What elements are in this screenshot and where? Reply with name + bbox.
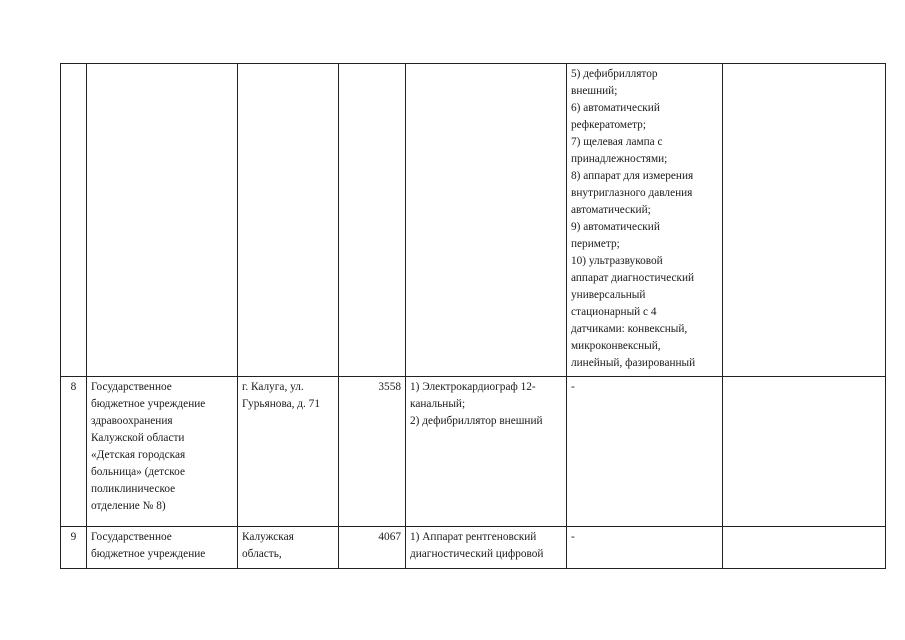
- text-line: канальный;: [410, 398, 466, 410]
- table-row-9: [61, 527, 886, 569]
- text-line: универсальный: [571, 289, 646, 301]
- text-line: принадлежностями;: [571, 153, 668, 165]
- text-line: 9) автоматический: [571, 221, 660, 233]
- row-number: 9: [70, 531, 77, 543]
- text-line: 6) автоматический: [571, 102, 660, 114]
- text-line: рефкератометр;: [571, 119, 646, 131]
- cell-additional-equipment: [567, 377, 723, 527]
- cell-equipment: [406, 377, 567, 527]
- text-line: периметр;: [571, 238, 620, 250]
- text-line: область,: [242, 548, 282, 560]
- text-line: отделение № 8): [91, 500, 166, 512]
- text-line: автоматический;: [571, 204, 651, 216]
- cell-address: [238, 64, 339, 377]
- cell-equipment: [406, 527, 567, 569]
- text-line: здравоохранения: [91, 415, 173, 427]
- text-line: диагностический цифровой: [410, 548, 544, 560]
- text-line: больница» (детское: [91, 466, 185, 478]
- text-line: поликлиническое: [91, 483, 176, 495]
- cell-institution-name: [87, 64, 238, 377]
- text-line: Калужской области: [91, 432, 185, 444]
- cell-count: [339, 377, 406, 527]
- text-line: Государственное: [91, 381, 172, 393]
- text-line: 8) аппарат для измерения: [571, 170, 694, 182]
- text-line: стационарный с 4: [571, 306, 657, 318]
- cell-number: [61, 527, 87, 569]
- text-line: Государственное: [91, 531, 172, 543]
- text-line: микроконвексный,: [571, 340, 661, 352]
- cell-institution-name: [87, 377, 238, 527]
- cell-notes: [723, 64, 886, 377]
- text-line: 1) Электрокардиограф 12-: [410, 381, 536, 393]
- cell-institution-name: [87, 527, 238, 569]
- cell-number: [61, 64, 87, 377]
- text-line: бюджетное учреждение: [91, 398, 206, 410]
- dash-value: -: [571, 381, 575, 393]
- cell-notes: [723, 527, 886, 569]
- cell-additional-equipment: [567, 527, 723, 569]
- dash-value: -: [571, 531, 575, 543]
- count-value: 4067: [378, 531, 401, 543]
- count-value: 3558: [378, 381, 401, 393]
- text-line: внешний;: [571, 85, 618, 97]
- row-number: 8: [70, 381, 77, 393]
- cell-count: [339, 64, 406, 377]
- equipment-table: [60, 63, 886, 569]
- text-line: 10) ультразвуковой: [571, 255, 663, 267]
- text-line: аппарат диагностический: [571, 272, 695, 284]
- text-line: «Детская городская: [91, 449, 186, 461]
- text-line: г. Калуга, ул.: [242, 381, 304, 393]
- text-line: 1) Аппарат рентгеновский: [410, 531, 537, 543]
- text-line: бюджетное учреждение: [91, 548, 206, 560]
- table-row-continuation: [61, 64, 886, 377]
- cell-equipment: [406, 64, 567, 377]
- text-line: линейный, фазированный: [571, 357, 696, 369]
- cell-address: [238, 527, 339, 569]
- cell-count: [339, 527, 406, 569]
- text-line: Калужская: [242, 531, 294, 543]
- cell-address: [238, 377, 339, 527]
- text-line: 2) дефибриллятор внешний: [410, 415, 543, 427]
- table-row-8: [61, 377, 886, 527]
- text-line: 7) щелевая лампа с: [571, 136, 663, 148]
- cell-notes: [723, 377, 886, 527]
- cell-additional-equipment: [567, 64, 723, 377]
- text-line: датчиками: конвексный,: [571, 323, 688, 335]
- text-line: 5) дефибриллятор: [571, 68, 658, 80]
- cell-number: [61, 377, 87, 527]
- text-line: Гурьянова, д. 71: [242, 398, 320, 410]
- text-line: внутриглазного давления: [571, 187, 693, 199]
